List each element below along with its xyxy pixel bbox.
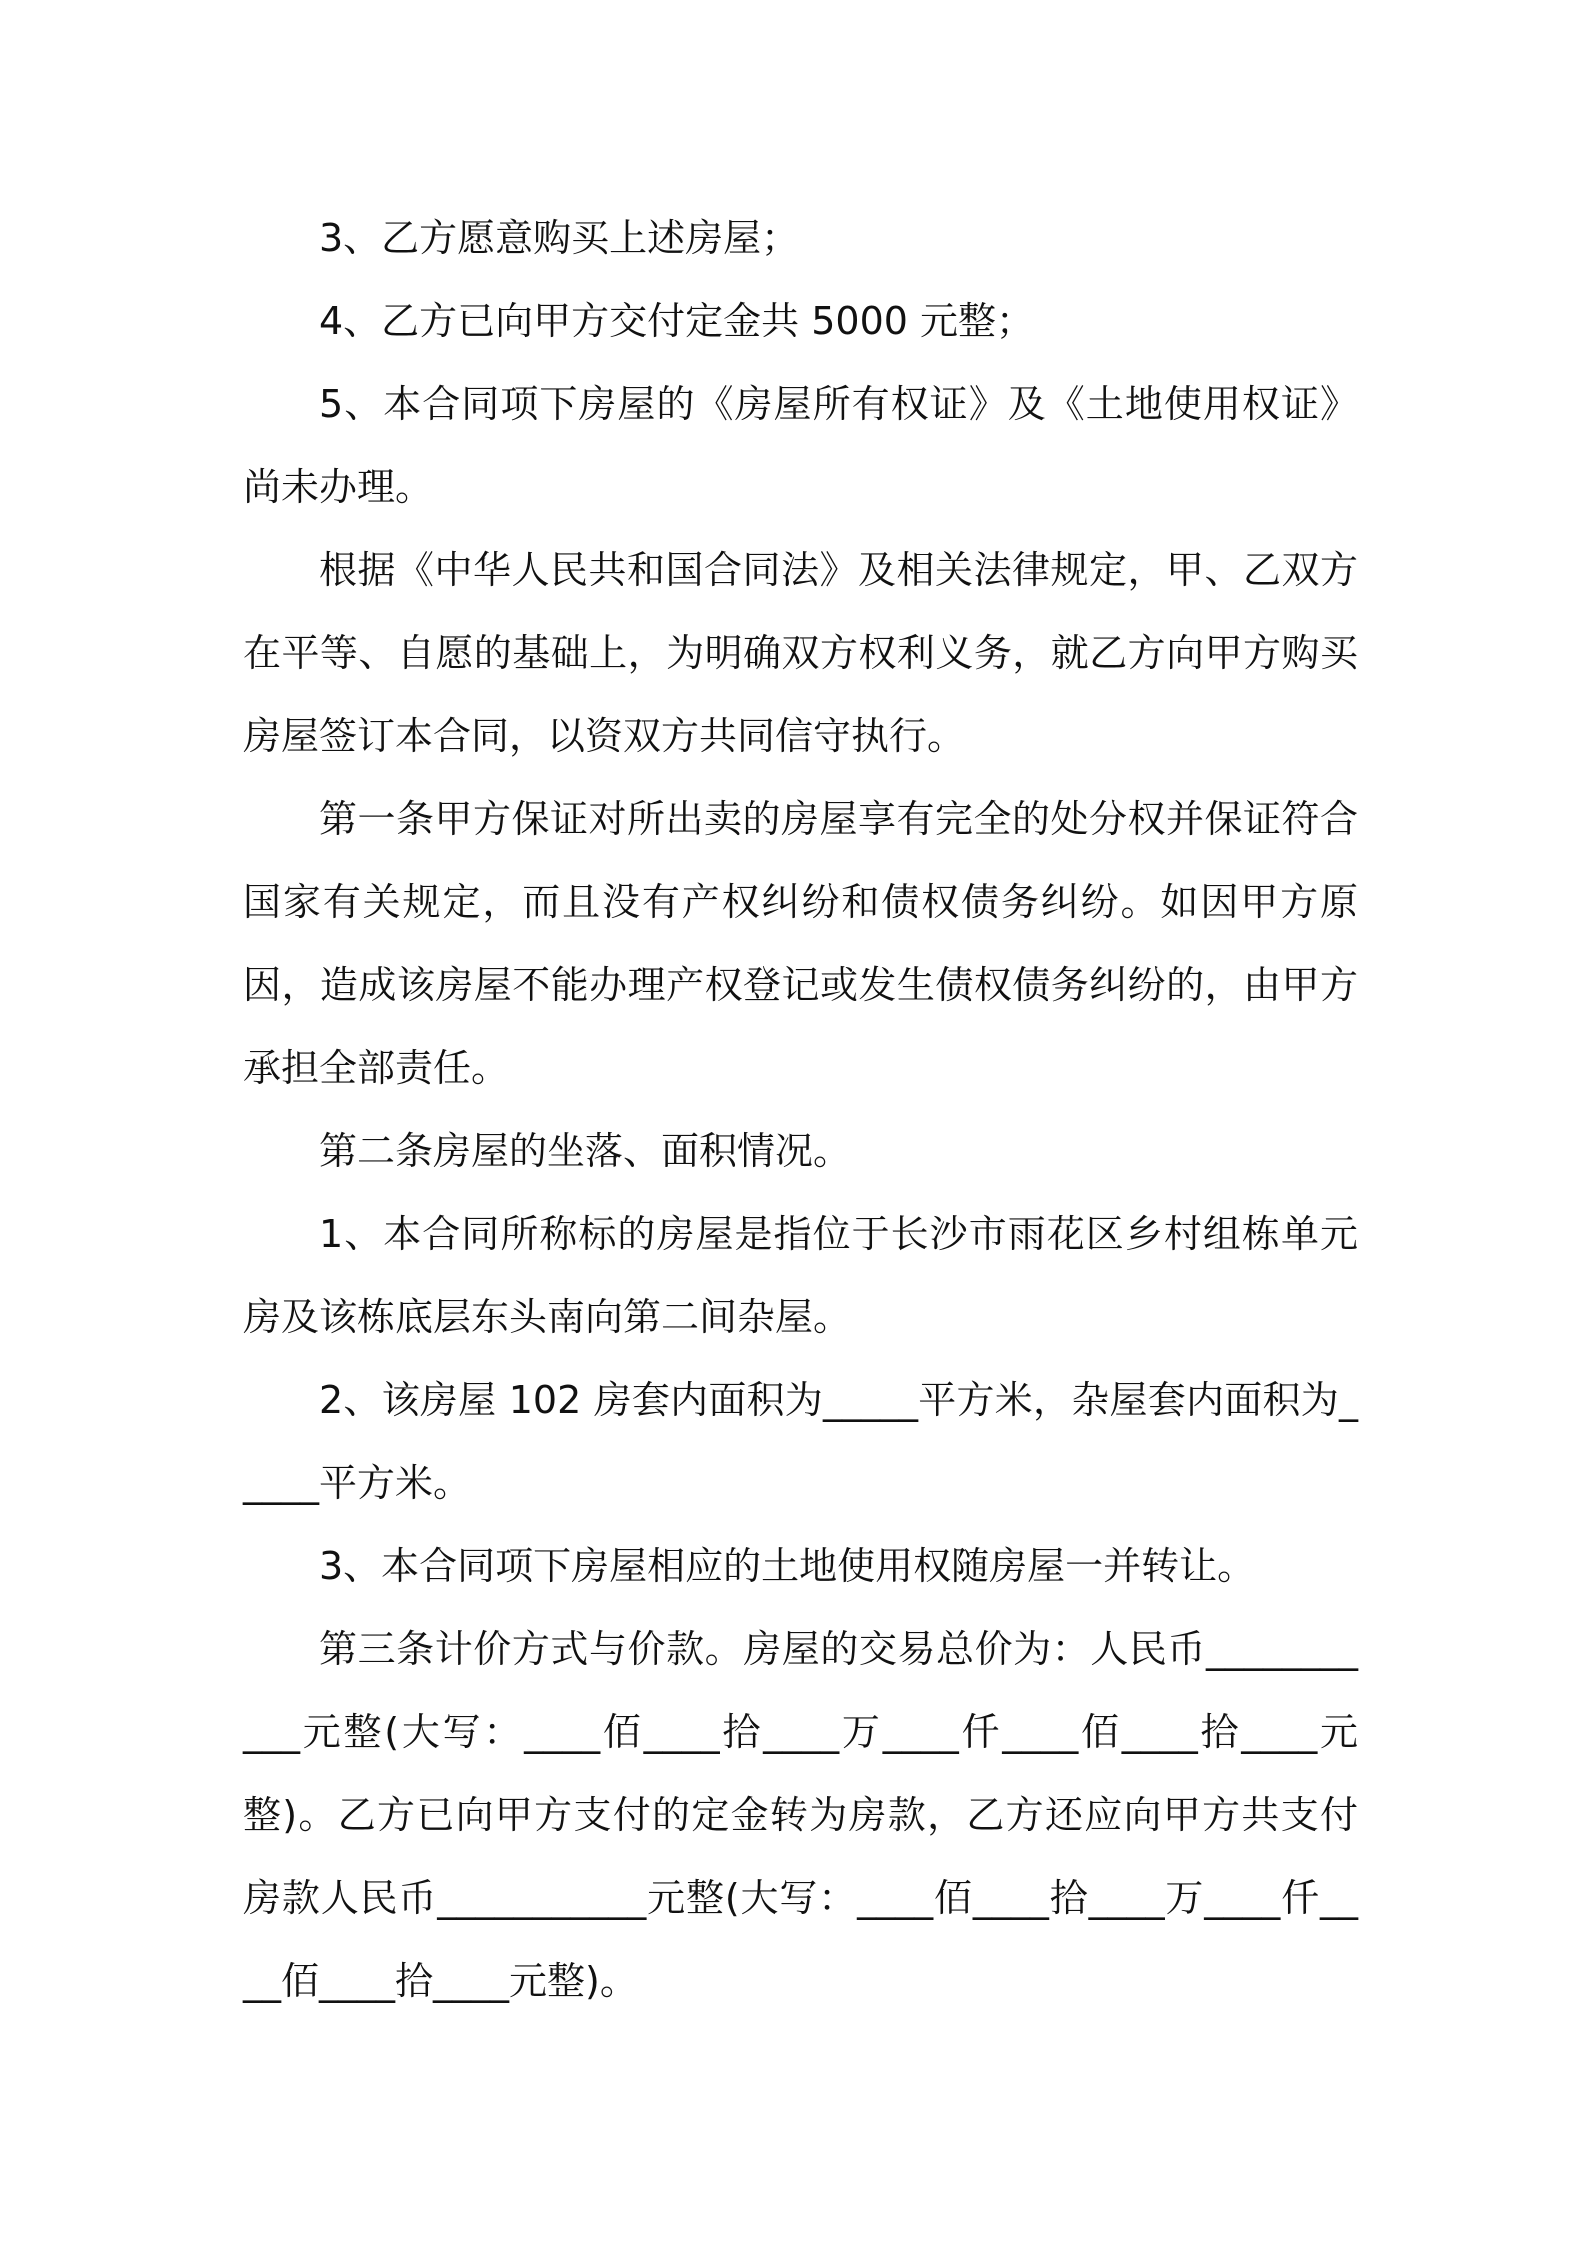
paragraph-legal-basis: 根据《中华人民共和国合同法》及相关法律规定，甲、乙双方在平等、自愿的基础上，为明确双方权利义务，就乙方向甲方购买房屋签订本合同，以资双方共同信守执行。 (243, 548, 1358, 758)
paragraph-article-1: 第一条甲方保证对所出卖的房屋享有完全的处分权并保证符合国家有关规定，而且没有产权纠纷和债权债务纠纷。如因甲方原因，造成该房屋不能办理产权登记或发生债权债务纠纷的，由甲方承担全部责任。 (243, 797, 1358, 1090)
paragraph-article-2-heading: 第二条房屋的坐落、面积情况。 (319, 1129, 852, 1173)
paragraph-article-2-item-1: 1、本合同所称标的房屋是指位于长沙市雨花区乡村组栋单元房及该栋底层东头南向第二间杂屋。 (243, 1212, 1358, 1339)
paragraph-article-3: 第三条计价方式与价款。房屋的交易总价为：人民币___________元整(大写：____佰____拾____万____仟____佰____拾____元整)。乙方已向甲方支付的定金转为房款，乙方还应向甲方共支付房款人民币___________元整(大写：____佰____拾____万____仟____佰____拾____元整)。 (243, 1627, 1358, 2003)
paragraph-article-2-item-3: 3、本合同项下房屋相应的土地使用权随房屋一并转让。 (319, 1544, 1256, 1588)
paragraph-article-2-item-2: 2、该房屋 102 房套内面积为_____平方米，杂屋套内面积为_____平方米。 (243, 1378, 1358, 1505)
paragraph-clause-4: 4、乙方已向甲方交付定金共 5000 元整； (319, 299, 1035, 343)
paragraph-clause-3: 3、乙方愿意购买上述房屋； (319, 216, 800, 260)
document-body (243, 197, 1358, 2023)
paragraph-clause-5: 5、本合同项下房屋的《房屋所有权证》及《土地使用权证》尚未办理。 (243, 382, 1358, 509)
